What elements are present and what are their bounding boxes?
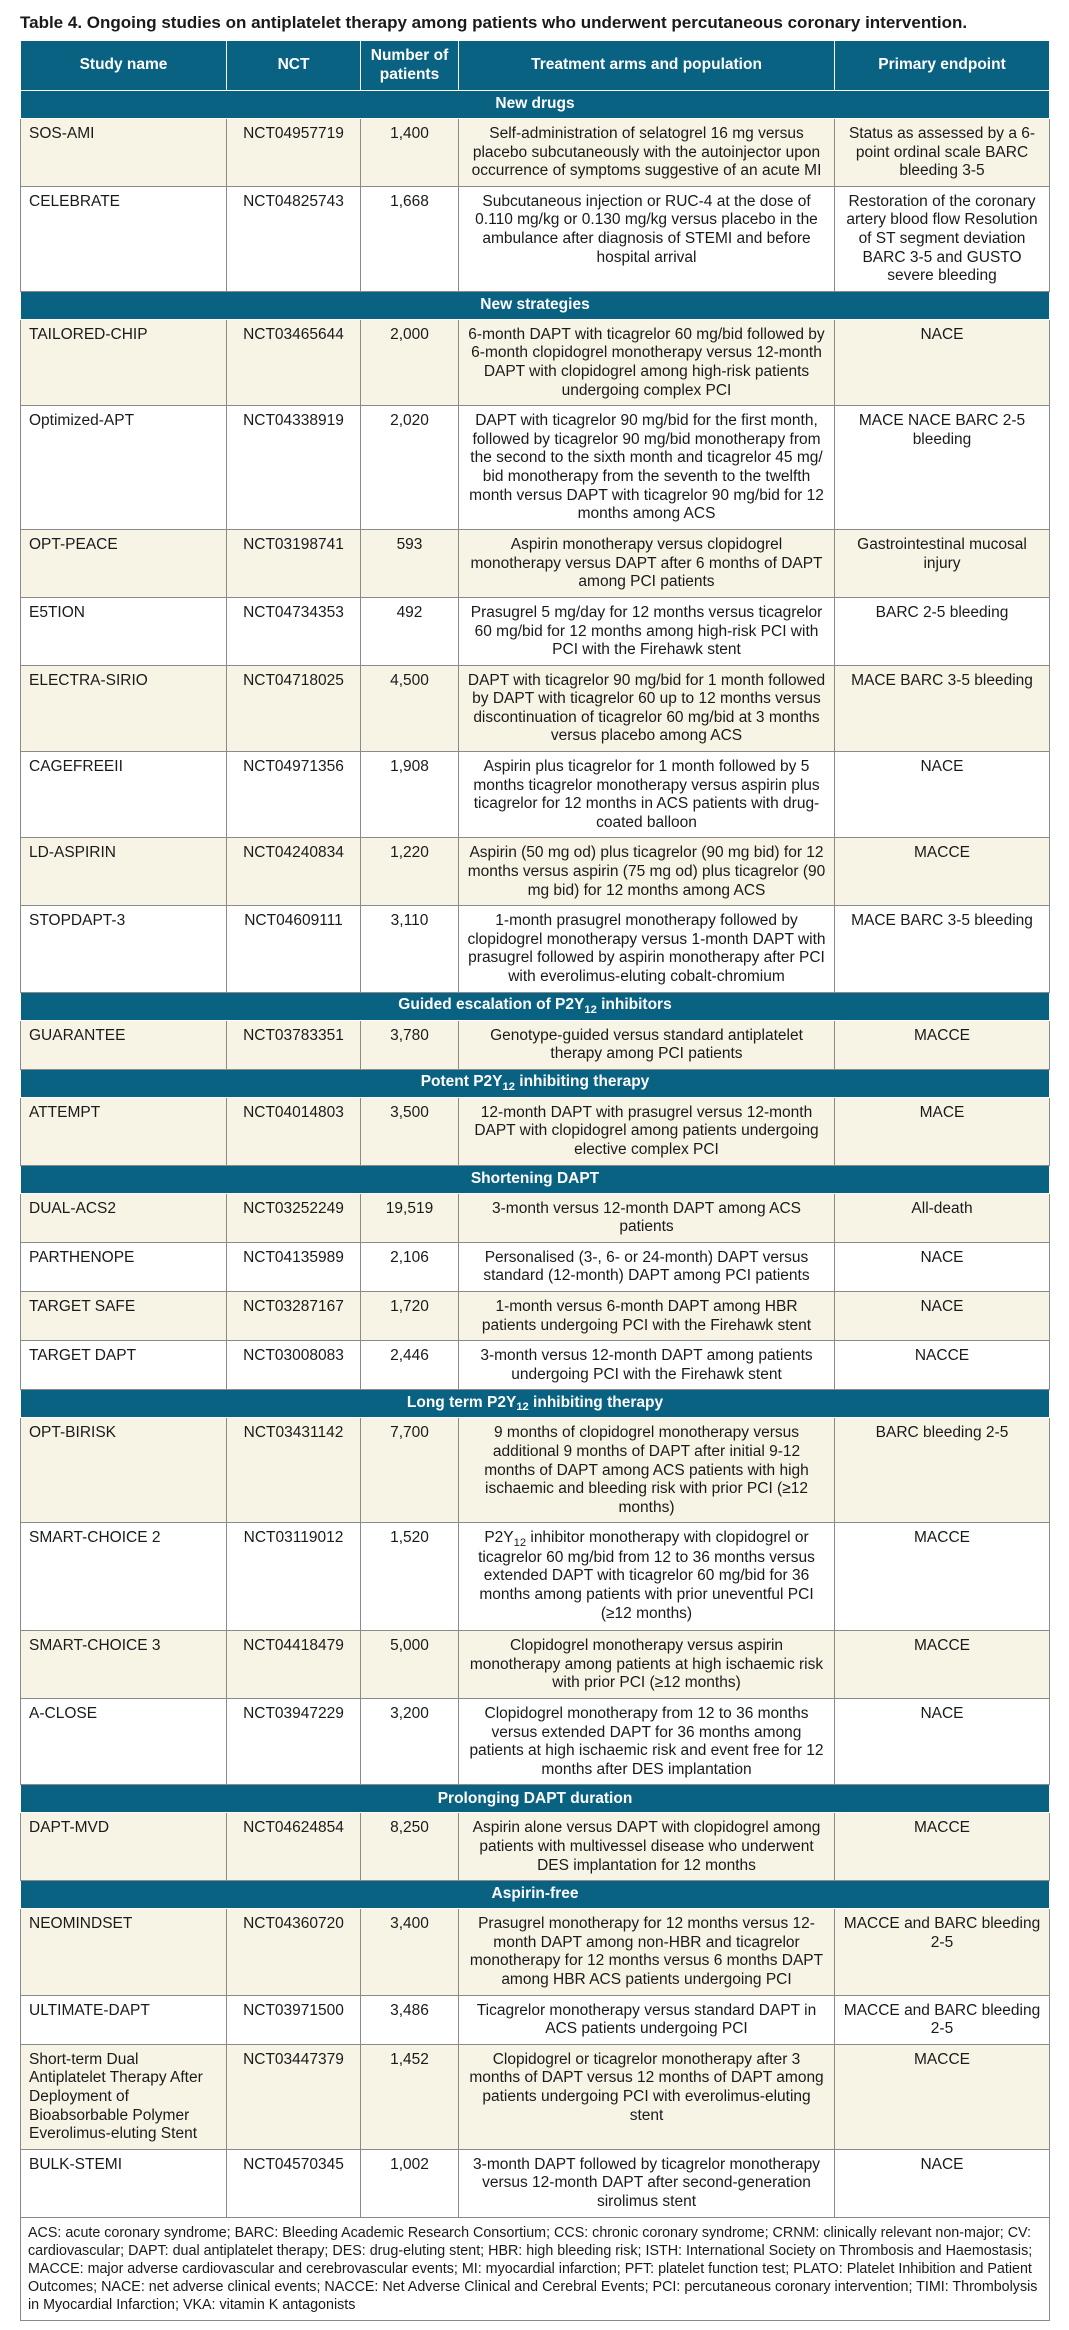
study-name-cell: CAGEFREEII bbox=[21, 752, 227, 838]
study-name-cell: DAPT-MVD bbox=[21, 1813, 227, 1881]
treatment-cell: Prasugrel 5 mg/day for 12 months versus ticagrelor 60 mg/bid for 12 months among high-risk PCI with PCI with the Firehawk stent bbox=[459, 597, 835, 665]
study-name-cell: STOPDAPT-3 bbox=[21, 906, 227, 992]
patients-cell: 2,106 bbox=[361, 1242, 459, 1291]
table-row bbox=[21, 1813, 1050, 1881]
treatment-cell: $P2Y_{12}$ inhibitor monotherapy with clopidogrel or ticagrelor 60 mg/bid from 12 to 36 months versus extended DAPT with ticagrelor 60 mg/bid for 36 months among patients with prior uneventful PCI (≥12 months) bbox=[459, 1523, 835, 1631]
treatment-cell: Aspirin plus ticagrelor for 1 month followed by 5 months ticagrelor monotherapy versus aspirin plus ticagrelor for 12 months in ACS patients with drug-coated balloon bbox=[459, 752, 835, 838]
treatment-cell: DAPT with ticagrelor 90 mg/bid for the first month, followed by ticagrelor 90 mg/bid monotherapy from the second to the sixth month and ticagrelor 45 mg/ bid monotherapy from the seventh to the twelfth month versus DAPT with ticagrelor 90 mg/bid for 12 months among ACS bbox=[459, 406, 835, 530]
patients-cell: 4,500 bbox=[361, 665, 459, 751]
patients-cell: 2,020 bbox=[361, 406, 459, 530]
endpoint-cell: NACE bbox=[835, 2149, 1050, 2217]
endpoint-cell: MACCE bbox=[835, 1631, 1050, 1699]
treatment-cell: Clopidogrel monotherapy from 12 to 36 months versus extended DAPT for 36 months among patients at high ischaemic risk and event free for 12 months after DES implantation bbox=[459, 1699, 835, 1785]
table-row bbox=[21, 752, 1050, 838]
table-row bbox=[21, 2149, 1050, 2217]
nct-cell: NCT03252249 bbox=[227, 1193, 361, 1242]
section-title: New strategies bbox=[21, 291, 1050, 319]
study-name-cell: OPT-BIRISK bbox=[21, 1418, 227, 1523]
section-header-row bbox=[21, 992, 1050, 1020]
nct-cell: NCT04240834 bbox=[227, 838, 361, 906]
endpoint-cell: BARC bleeding 2-5 bbox=[835, 1418, 1050, 1523]
endpoint-cell: Gastrointestinal mucosal injury bbox=[835, 530, 1050, 598]
table-row bbox=[21, 1193, 1050, 1242]
table-row bbox=[21, 838, 1050, 906]
endpoint-cell: MACE BARC 3-5 bleeding bbox=[835, 665, 1050, 751]
section-header-row bbox=[21, 1390, 1050, 1418]
nct-cell: NCT03431142 bbox=[227, 1418, 361, 1523]
treatment-cell: Clopidogrel or ticagrelor monotherapy after 3 months of DAPT versus 12 months of DAPT among patients undergoing PCI with everolimus-eluting stent bbox=[459, 2044, 835, 2149]
patients-cell: 1,002 bbox=[361, 2149, 459, 2217]
section-header-row bbox=[21, 1785, 1050, 1813]
patients-cell: 3,500 bbox=[361, 1097, 459, 1165]
study-name-cell: CELEBRATE bbox=[21, 186, 227, 291]
table-row bbox=[21, 1699, 1050, 1785]
nct-cell: NCT04609111 bbox=[227, 906, 361, 992]
column-header: Number of patients bbox=[361, 41, 459, 91]
study-name-cell: SOS-AMI bbox=[21, 119, 227, 187]
table-row bbox=[21, 1341, 1050, 1390]
nct-cell: NCT04135989 bbox=[227, 1242, 361, 1291]
table-row bbox=[21, 1418, 1050, 1523]
study-name-cell: ELECTRA-SIRIO bbox=[21, 665, 227, 751]
column-header: Treatment arms and population bbox=[459, 41, 835, 91]
treatment-cell: 3-month versus 12-month DAPT among patients undergoing PCI with the Firehawk stent bbox=[459, 1341, 835, 1390]
study-name-cell: ATTEMPT bbox=[21, 1097, 227, 1165]
patients-cell: 1,400 bbox=[361, 119, 459, 187]
study-name-cell: TARGET DAPT bbox=[21, 1341, 227, 1390]
section-header-row bbox=[21, 1165, 1050, 1193]
nct-cell: NCT03947229 bbox=[227, 1699, 361, 1785]
table-row bbox=[21, 1631, 1050, 1699]
endpoint-cell: All-death bbox=[835, 1193, 1050, 1242]
section-title: Guided escalation of $P2Y_{12}$ inhibitors bbox=[21, 992, 1050, 1020]
nct-cell: NCT03198741 bbox=[227, 530, 361, 598]
table-title: Table 4. Ongoing studies on antiplatelet therapy among patients who underwent percutaneous coronary intervention. bbox=[20, 13, 968, 32]
study-name-cell: OPT-PEACE bbox=[21, 530, 227, 598]
endpoint-cell: MACCE bbox=[835, 1523, 1050, 1631]
patients-cell: 1,452 bbox=[361, 2044, 459, 2149]
nct-cell: NCT04338919 bbox=[227, 406, 361, 530]
endpoint-cell: NACE bbox=[835, 319, 1050, 405]
nct-cell: NCT03008083 bbox=[227, 1341, 361, 1390]
nct-cell: NCT04825743 bbox=[227, 186, 361, 291]
nct-cell: NCT04734353 bbox=[227, 597, 361, 665]
table-row bbox=[21, 1291, 1050, 1340]
study-name-cell: TAILORED-CHIP bbox=[21, 319, 227, 405]
treatment-cell: 1-month versus 6-month DAPT among HBR patients undergoing PCI with the Firehawk stent bbox=[459, 1291, 835, 1340]
treatment-cell: Self-administration of selatogrel 16 mg versus placebo subcutaneously with the autoinjector upon occurrence of symptoms suggestive of an acute MI bbox=[459, 119, 835, 187]
treatment-cell: 12-month DAPT with prasugrel versus 12-month DAPT with clopidogrel among patients undergoing elective complex PCI bbox=[459, 1097, 835, 1165]
section-header-row bbox=[21, 91, 1050, 119]
patients-cell: 1,520 bbox=[361, 1523, 459, 1631]
endpoint-cell: MACE NACE BARC 2-5 bleeding bbox=[835, 406, 1050, 530]
nct-cell: NCT04971356 bbox=[227, 752, 361, 838]
column-header: NCT bbox=[227, 41, 361, 91]
section-title: New drugs bbox=[21, 91, 1050, 119]
patients-cell: 3,400 bbox=[361, 1909, 459, 1995]
table-row bbox=[21, 319, 1050, 405]
study-name-cell: A-CLOSE bbox=[21, 1699, 227, 1785]
studies-table bbox=[20, 40, 1050, 2321]
endpoint-cell: NACCE bbox=[835, 1341, 1050, 1390]
treatment-cell: Subcutaneous injection or RUC-4 at the dose of 0.110 mg/kg or 0.130 mg/kg versus placebo in the ambulance after diagnosis of STEMI and before hospital arrival bbox=[459, 186, 835, 291]
study-name-cell: DUAL-ACS2 bbox=[21, 1193, 227, 1242]
treatment-cell: Aspirin alone versus DAPT with clopidogrel among patients with multivessel disease who underwent DES implantation for 12 months bbox=[459, 1813, 835, 1881]
treatment-cell: 1-month prasugrel monotherapy followed by clopidogrel monotherapy versus 1-month DAPT with prasugrel followed by aspirin monotherapy after PCI with everolimus-eluting cobalt-chromium bbox=[459, 906, 835, 992]
endpoint-cell: MACE BARC 3-5 bleeding bbox=[835, 906, 1050, 992]
patients-cell: 3,110 bbox=[361, 906, 459, 992]
patients-cell: 19,519 bbox=[361, 1193, 459, 1242]
column-header: Primary endpoint bbox=[835, 41, 1050, 91]
table-row bbox=[21, 530, 1050, 598]
table-row bbox=[21, 1242, 1050, 1291]
patients-cell: 2,000 bbox=[361, 319, 459, 405]
nct-cell: NCT04570345 bbox=[227, 2149, 361, 2217]
section-title: Prolonging DAPT duration bbox=[21, 1785, 1050, 1813]
patients-cell: 3,200 bbox=[361, 1699, 459, 1785]
column-header: Study name bbox=[21, 41, 227, 91]
endpoint-cell: MACCE bbox=[835, 1813, 1050, 1881]
endpoint-cell: Restoration of the coronary artery blood flow Resolution of ST segment deviation BARC 3-5 and GUSTO severe bleeding bbox=[835, 186, 1050, 291]
nct-cell: NCT04418479 bbox=[227, 1631, 361, 1699]
patients-cell: 1,220 bbox=[361, 838, 459, 906]
treatment-cell: Personalised (3-, 6- or 24-month) DAPT versus standard (12-month) DAPT among PCI patients bbox=[459, 1242, 835, 1291]
treatment-cell: DAPT with ticagrelor 90 mg/bid for 1 month followed by DAPT with ticagrelor 60 up to 12 months versus discontinuation of ticagrelor 60 mg/bid at 3 months versus placebo among ACS bbox=[459, 665, 835, 751]
endpoint-cell: NACE bbox=[835, 1242, 1050, 1291]
footnote-row bbox=[21, 2217, 1050, 2320]
section-title: Aspirin-free bbox=[21, 1881, 1050, 1909]
endpoint-cell: MACCE bbox=[835, 838, 1050, 906]
nct-cell: NCT03119012 bbox=[227, 1523, 361, 1631]
study-name-cell: GUARANTEE bbox=[21, 1020, 227, 1069]
table-row bbox=[21, 406, 1050, 530]
endpoint-cell: BARC 2-5 bleeding bbox=[835, 597, 1050, 665]
study-name-cell: PARTHENOPE bbox=[21, 1242, 227, 1291]
table-row bbox=[21, 906, 1050, 992]
study-name-cell: LD-ASPIRIN bbox=[21, 838, 227, 906]
treatment-cell: 9 months of clopidogrel monotherapy versus additional 9 months of DAPT after initial 9-12 months of DAPT among ACS patients with high ischaemic and bleeding risk with prior PCI (≥12 months) bbox=[459, 1418, 835, 1523]
endpoint-cell: NACE bbox=[835, 1291, 1050, 1340]
table-row bbox=[21, 119, 1050, 187]
nct-cell: NCT04718025 bbox=[227, 665, 361, 751]
treatment-cell: 3-month versus 12-month DAPT among ACS patients bbox=[459, 1193, 835, 1242]
patients-cell: 593 bbox=[361, 530, 459, 598]
nct-cell: NCT03783351 bbox=[227, 1020, 361, 1069]
patients-cell: 7,700 bbox=[361, 1418, 459, 1523]
table-row bbox=[21, 1909, 1050, 1995]
nct-cell: NCT03465644 bbox=[227, 319, 361, 405]
section-title: Shortening DAPT bbox=[21, 1165, 1050, 1193]
study-name-cell: BULK-STEMI bbox=[21, 2149, 227, 2217]
treatment-cell: 3-month DAPT followed by ticagrelor monotherapy versus 12-month DAPT after second-generation sirolimus stent bbox=[459, 2149, 835, 2217]
table-row bbox=[21, 1020, 1050, 1069]
endpoint-cell: MACE bbox=[835, 1097, 1050, 1165]
section-header-row bbox=[21, 291, 1050, 319]
section-header-row bbox=[21, 1069, 1050, 1097]
nct-cell: NCT03287167 bbox=[227, 1291, 361, 1340]
nct-cell: NCT04624854 bbox=[227, 1813, 361, 1881]
study-name-cell: SMART-CHOICE 3 bbox=[21, 1631, 227, 1699]
table-row bbox=[21, 186, 1050, 291]
table-row bbox=[21, 1995, 1050, 2044]
patients-cell: 3,486 bbox=[361, 1995, 459, 2044]
endpoint-cell: MACCE bbox=[835, 1020, 1050, 1069]
header-row bbox=[21, 41, 1050, 91]
patients-cell: 5,000 bbox=[361, 1631, 459, 1699]
patients-cell: 2,446 bbox=[361, 1341, 459, 1390]
study-name-cell: E5TION bbox=[21, 597, 227, 665]
treatment-cell: Clopidogrel monotherapy versus aspirin monotherapy among patients at high ischaemic risk with prior PCI (≥12 months) bbox=[459, 1631, 835, 1699]
treatment-cell: Genotype-guided versus standard antiplatelet therapy among PCI patients bbox=[459, 1020, 835, 1069]
section-header-row bbox=[21, 1881, 1050, 1909]
study-name-cell: SMART-CHOICE 2 bbox=[21, 1523, 227, 1631]
endpoint-cell: MACCE and BARC bleeding 2-5 bbox=[835, 1909, 1050, 1995]
table-row bbox=[21, 1097, 1050, 1165]
study-name-cell: ULTIMATE-DAPT bbox=[21, 1995, 227, 2044]
treatment-cell: Prasugrel monotherapy for 12 months versus 12-month DAPT among non-HBR and ticagrelor monotherapy for 12 months versus 6 months DAPT among HBR ACS patients undergoing PCI bbox=[459, 1909, 835, 1995]
section-title: Long term $P2Y_{12}$ inhibiting therapy bbox=[21, 1390, 1050, 1418]
endpoint-cell: MACCE and BARC bleeding 2-5 bbox=[835, 1995, 1050, 2044]
study-name-cell: Optimized-APT bbox=[21, 406, 227, 530]
endpoint-cell: MACCE bbox=[835, 2044, 1050, 2149]
patients-cell: 8,250 bbox=[361, 1813, 459, 1881]
table-body bbox=[21, 91, 1050, 2218]
table-row bbox=[21, 597, 1050, 665]
section-title: Potent $P2Y_{12}$ inhibiting therapy bbox=[21, 1069, 1050, 1097]
study-name-cell: NEOMINDSET bbox=[21, 1909, 227, 1995]
patients-cell: 1,720 bbox=[361, 1291, 459, 1340]
patients-cell: 1,668 bbox=[361, 186, 459, 291]
treatment-cell: Aspirin monotherapy versus clopidogrel monotherapy versus DAPT after 6 months of DAPT among PCI patients bbox=[459, 530, 835, 598]
endpoint-cell: NACE bbox=[835, 752, 1050, 838]
footnote: ACS: acute coronary syndrome; BARC: Bleeding Academic Research Consortium; CCS: chronic coronary syndrome; CRNM: clinically relevant non-major; CV: cardiovascular; DAPT: dual antiplatelet therapy; DES: drug-eluting stent; HBR: high bleeding risk; ISTH: International Society on Thrombosis and Haemostasis; MACCE: major adverse cardiovascular and cerebrovascular events; MI: myocardial infarction; PFT: platelet function test; PLATO: Platelet Inhibition and Patient Outcomes; NACE: net adverse clinical events; NACCE: Net Adverse Clinical and Cerebral Events; PCI: percutaneous coronary intervention; TIMI: Thrombolysis in Myocardial Infarction; VKA: vitamin K antagonists bbox=[21, 2217, 1050, 2320]
treatment-cell: Aspirin (50 mg od) plus ticagrelor (90 mg bid) for 12 months versus aspirin (75 mg od) plus ticagrelor (90 mg bid) for 12 months among ACS bbox=[459, 838, 835, 906]
nct-cell: NCT04014803 bbox=[227, 1097, 361, 1165]
nct-cell: NCT03447379 bbox=[227, 2044, 361, 2149]
treatment-cell: 6-month DAPT with ticagrelor 60 mg/bid followed by 6-month clopidogrel monotherapy versus 12-month DAPT with clopidogrel among high-risk patients undergoing complex PCI bbox=[459, 319, 835, 405]
study-name-cell: TARGET SAFE bbox=[21, 1291, 227, 1340]
endpoint-cell: NACE bbox=[835, 1699, 1050, 1785]
table-row bbox=[21, 665, 1050, 751]
treatment-cell: Ticagrelor monotherapy versus standard DAPT in ACS patients undergoing PCI bbox=[459, 1995, 835, 2044]
table-row bbox=[21, 2044, 1050, 2149]
table-row bbox=[21, 1523, 1050, 1631]
study-name-cell: Short-term Dual Antiplatelet Therapy After Deployment of Bioabsorbable Polymer Everolimus-eluting Stent bbox=[21, 2044, 227, 2149]
patients-cell: 492 bbox=[361, 597, 459, 665]
nct-cell: NCT04360720 bbox=[227, 1909, 361, 1995]
nct-cell: NCT04957719 bbox=[227, 119, 361, 187]
patients-cell: 1,908 bbox=[361, 752, 459, 838]
patients-cell: 3,780 bbox=[361, 1020, 459, 1069]
nct-cell: NCT03971500 bbox=[227, 1995, 361, 2044]
endpoint-cell: Status as assessed by a 6-point ordinal scale BARC bleeding 3-5 bbox=[835, 119, 1050, 187]
